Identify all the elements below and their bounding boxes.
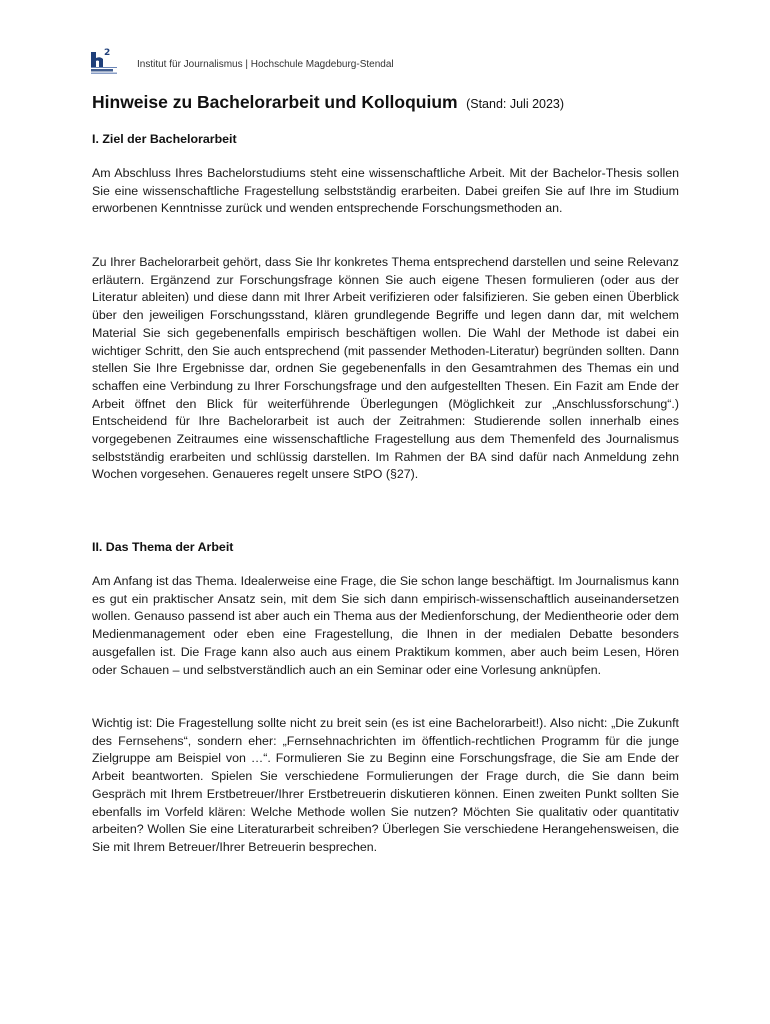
page-header bbox=[91, 44, 394, 76]
section-heading: I. Ziel der Bachelorarbeit bbox=[92, 132, 237, 146]
paragraph: Wichtig ist: Die Fragestellung sollte nicht zu breit sein (es ist eine Bachelorarbeit!). Also nicht: „Die Zukunft des Fernsehens“, sondern eher: „Fernsehnachrichten im öffentlich-rechtlichen Programm für die junge Zielgruppe am Beispiel von …“. Formulieren Sie zu Beginn eine Forschungsfrage, die Sie am Ende der Arbeit beantworten. Spielen Sie verschiedene Formulierungen der Frage durch, die Sie dann beim Gespräch mit Ihrem Erstbetreuer/Ihrer Erstbetreuerin diskutieren können. Einen zweiten Punkt sollten Sie ebenfalls im Vorfeld klären: Welche Methode wollen Sie nutzen? Möchten Sie qualitativ oder quantitativ arbeiten? Wollen Sie eine Literaturarbeit schreiben? Überlegen Sie verschiedene Herangehensweisen, die Sie mit Ihrem Betreuer/Ihrer Betreuerin besprechen. bbox=[92, 716, 679, 854]
university-logo bbox=[91, 46, 125, 76]
section-heading: II. Das Thema der Arbeit bbox=[92, 540, 234, 554]
svg-text:2: 2 bbox=[104, 48, 111, 58]
title-date: (Stand: Juli 2023) bbox=[466, 97, 565, 111]
document-title bbox=[92, 92, 692, 113]
institution-name: Institut für Journalismus | Hochschule Magdeburg-Stendal bbox=[137, 59, 394, 70]
title-main: Hinweise zu Bachelorarbeit und Kolloquium bbox=[92, 92, 458, 112]
paragraph: Am Anfang ist das Thema. Idealerweise eine Frage, die Sie schon lange beschäftigt. Im Journalismus kann es gut ein praktischer Ansatz sein, mit dem Sie sich dann empirisch-wissenschaftlich auseinandersetzen wollen. Genauso passend ist aber auch ein Thema aus der Medienforschung, der Medientheorie oder dem Medienmanagement oder eben eine Fragestellung, die Ihnen in der medialen Debatte besonders ausgefallen ist. Die Frage kann also auch aus einem Praktikum kommen, aber auch beim Lesen, Hören oder Schauen – und selbstverständlich auch an ein Seminar oder eine Vorlesung anknüpfen. bbox=[92, 574, 679, 677]
paragraph: Zu Ihrer Bachelorarbeit gehört, dass Sie Ihr konkretes Thema entsprechend darstellen und seine Relevanz erläutern. Ergänzend zur Forschungsfrage können Sie auch eigene Thesen formulieren (oder aus der Literatur ableiten) und diese dann mit Ihrer Arbeit verifizieren oder falsifizieren. Sie geben einen Überblick über den jeweiligen Forschungsstand, klären grundlegende Begriffe und legen dann dar, mit welchem Material Sie sich gegebenenfalls empirisch beschäftigen wollen. Die Wahl der Methode ist dabei ein wichtiger Schritt, den Sie auch entsprechend (mit passender Methoden-Literatur) begründen sollten. Dann stellen Sie Ihre Ergebnisse dar, ordnen Sie gegebenenfalls in den Gesamtrahmen des Themas ein und schaffen eine Verbindung zu Ihrer Forschungsfrage und den aufgestellten Thesen. Ein Fazit am Ende der Arbeit öffnet den Blick für weiterführende Überlegungen (Möglichkeit zur „Anschlussforschung“.) Entscheidend für Ihre Bachelorarbeit ist auch der Zeitrahmen: Studierende sollen innerhalb eines vorgegebenen Zeitraumes eine wissenschaftliche Fragestellung aus dem Themenfeld des Journalismus selbstständig erarbeiten und schlüssig darstellen. Im Rahmen der BA sind dafür nach Anmeldung zehn Wochen vorgesehen. Genaueres regelt unsere StPO (§27). bbox=[92, 255, 679, 482]
paragraph: Am Abschluss Ihres Bachelorstudiums steht eine wissenschaftliche Arbeit. Mit der Bachelor-Thesis sollen Sie eine wissenschaftliche Fragestellung selbstständig erarbeiten. Dabei greifen Sie auf Ihre im Studium erworbenen Kenntnisse zurück und wenden entsprechende Forschungsmethoden an. bbox=[92, 166, 679, 216]
